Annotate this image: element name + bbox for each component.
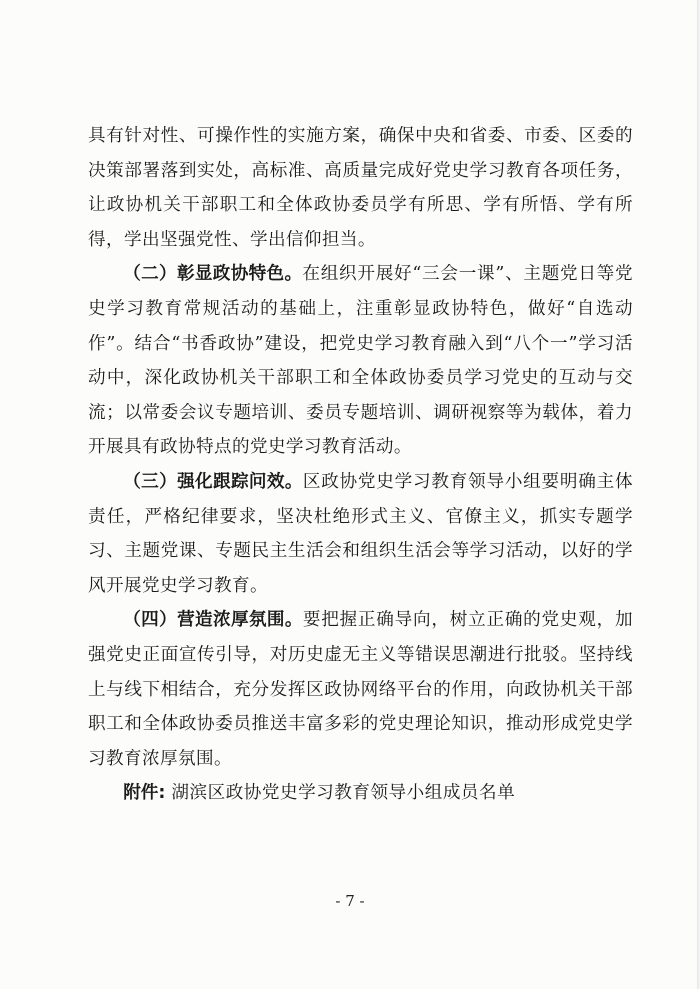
section-heading: （四）营造浓厚氛围。 — [123, 610, 303, 631]
paragraph-atmosphere — [88, 603, 633, 776]
attachment-label: 附件: — [123, 783, 166, 804]
paragraph-continuation — [88, 119, 633, 257]
paragraph-text: 在组织开展好“三会一课”、主题党日等党史学习教育常规活动的基础上，注重彰显政协特色，做好“自选动作”。结合“书香政协”建设，把党史学习教育融入到“八个一”学习活动中，深化政协机关干部职工和全体政协委员学习党史的互动与交流；以常委会议专题培训、委员专题培训、调研视察等为载体，着力开展具有政协特点的党史学习教育活动。 — [88, 264, 633, 458]
section-heading: （二）彰显政协特色。 — [123, 264, 303, 285]
attachment-line — [88, 776, 633, 811]
page-number: - 7 - — [335, 892, 365, 910]
paragraph-political-features — [88, 257, 633, 465]
paragraph-text: 具有针对性、可操作性的实施方案，确保中央和省委、市委、区委的决策部署落到实处，高标准、高质量完成好党史学习教育各项任务，让政协机关干部职工和全体政协委员学有所思、学有所悟、学有所得，学出坚强党性、学出信仰担当。 — [88, 126, 633, 250]
section-heading: （三）强化跟踪问效。 — [123, 471, 303, 492]
paragraph-text: 区政协党史学习教育领导小组要明确主体责任，严格纪律要求，坚决杜绝形式主义、官僚主义，抓实专题学习、主题党课、专题民主生活会和组织生活会等学习活动，以好的学风开展党史学习教育。 — [88, 471, 633, 596]
document-body — [88, 119, 633, 811]
attachment-title: 湖滨区政协党史学习教育领导小组成员名单 — [171, 783, 516, 804]
paragraph-tracking-effectiveness — [88, 465, 633, 603]
paragraph-text: 要把握正确导向，树立正确的党史观，加强党史正面宣传引导，对历史虚无主义等错误思潮进行批驳。坚持线上与线下相结合，充分发挥区政协网络平台的作用，向政协机关干部职工和全体政协委员推送丰富多彩的党史理论知识，推动形成党史学习教育浓厚氛围。 — [88, 610, 633, 769]
